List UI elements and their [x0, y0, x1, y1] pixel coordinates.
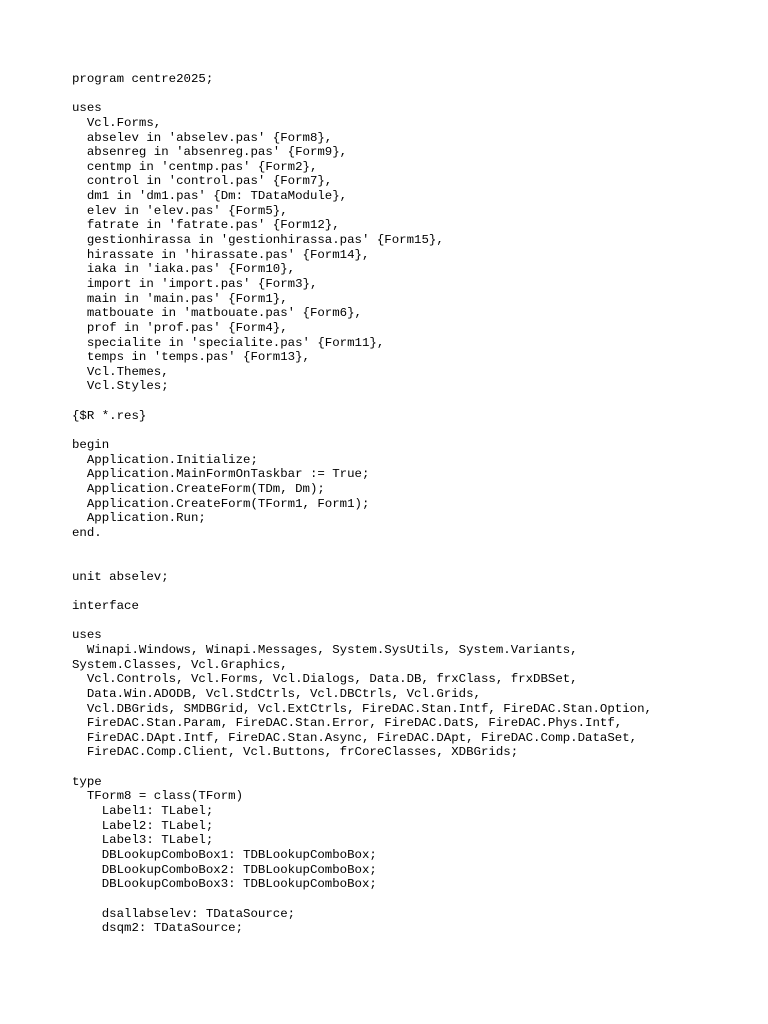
code-line: Application.Run; [72, 511, 206, 526]
code-line: Application.CreateForm(TForm1, Form1); [72, 496, 370, 511]
code-line: Vcl.Forms, [72, 115, 162, 130]
code-line: dsallabselev: TDataSource; [72, 906, 296, 921]
code-line: FireDAC.DApt.Intf, FireDAC.Stan.Async, FireDAC.DApt, FireDAC.Comp.DataSet, [72, 730, 638, 745]
code-line: Label2: TLabel; [72, 818, 214, 833]
code-line: {$R *.res} [72, 408, 147, 423]
code-line: temps in 'temps.pas' {Form13}, [72, 350, 310, 365]
code-line: control in 'control.pas' {Form7}, [72, 174, 333, 189]
code-line [72, 614, 752, 629]
code-line: prof in 'prof.pas' {Form4}, [72, 320, 288, 335]
code-line: Vcl.Themes, [72, 364, 169, 379]
code-line [72, 87, 752, 102]
code-line: elev in 'elev.pas' {Form5}, [72, 203, 288, 218]
code-line: begin [72, 438, 110, 453]
code-line: dm1 in 'dm1.pas' {Dm: TDataModule}, [72, 189, 348, 204]
code-line: abselev in 'abselev.pas' {Form8}, [72, 130, 333, 145]
code-line: Application.CreateForm(TDm, Dm); [72, 481, 325, 496]
code-line: Application.Initialize; [72, 452, 258, 467]
code-line: DBLookupComboBox2: TDBLookupComboBox; [72, 862, 377, 877]
code-line: gestionhirassa in 'gestionhirassa.pas' {Form15}, [72, 233, 444, 248]
code-line: end. [72, 525, 102, 540]
code-line: iaka in 'iaka.pas' {Form10}, [72, 262, 296, 277]
code-line: Vcl.Controls, Vcl.Forms, Vcl.Dialogs, Data.DB, frxClass, frxDBSet, [72, 672, 578, 687]
code-line: Vcl.DBGrids, SMDBGrid, Vcl.ExtCtrls, FireDAC.Stan.Intf, FireDAC.Stan.Option, [72, 701, 652, 716]
code-line [72, 541, 752, 556]
code-line: FireDAC.Stan.Param, FireDAC.Stan.Error, FireDAC.DatS, FireDAC.Phys.Intf, [72, 716, 623, 731]
code-line: fatrate in 'fatrate.pas' {Form12}, [72, 218, 340, 233]
code-line: uses [72, 628, 102, 643]
document-page [72, 72, 752, 936]
code-line: absenreg in 'absenreg.pas' {Form9}, [72, 145, 348, 160]
code-line [72, 394, 752, 409]
code-line: interface [72, 599, 139, 614]
code-line: Label3: TLabel; [72, 833, 214, 848]
code-line: import in 'import.pas' {Form3}, [72, 276, 318, 291]
code-line: centmp in 'centmp.pas' {Form2}, [72, 159, 318, 174]
code-line [72, 584, 752, 599]
code-line: main in 'main.pas' {Form1}, [72, 291, 288, 306]
code-line [72, 760, 752, 775]
code-line: Winapi.Windows, Winapi.Messages, System.SysUtils, System.Variants, [72, 642, 578, 657]
code-line: uses [72, 101, 102, 116]
code-line: specialite in 'specialite.pas' {Form11}, [72, 335, 385, 350]
code-line: DBLookupComboBox3: TDBLookupComboBox; [72, 877, 377, 892]
code-line: Data.Win.ADODB, Vcl.StdCtrls, Vcl.DBCtrls, Vcl.Grids, [72, 686, 481, 701]
code-line [72, 423, 752, 438]
code-line: System.Classes, Vcl.Graphics, [72, 657, 288, 672]
code-line: dsqm2: TDataSource; [72, 921, 244, 936]
code-line: Vcl.Styles; [72, 379, 169, 394]
code-line: TForm8 = class(TForm) [72, 789, 244, 804]
code-line: FireDAC.Comp.Client, Vcl.Buttons, frCoreClasses, XDBGrids; [72, 745, 519, 760]
code-line: matbouate in 'matbouate.pas' {Form6}, [72, 306, 362, 321]
code-line [72, 555, 752, 570]
code-line: hirassate in 'hirassate.pas' {Form14}, [72, 247, 370, 262]
code-line: type [72, 774, 102, 789]
code-line: Label1: TLabel; [72, 804, 214, 819]
code-line: program centre2025; [72, 72, 214, 86]
code-line [72, 892, 752, 907]
code-line: unit abselev; [72, 569, 169, 584]
code-line: Application.MainFormOnTaskbar := True; [72, 467, 370, 482]
code-line: DBLookupComboBox1: TDBLookupComboBox; [72, 847, 377, 862]
